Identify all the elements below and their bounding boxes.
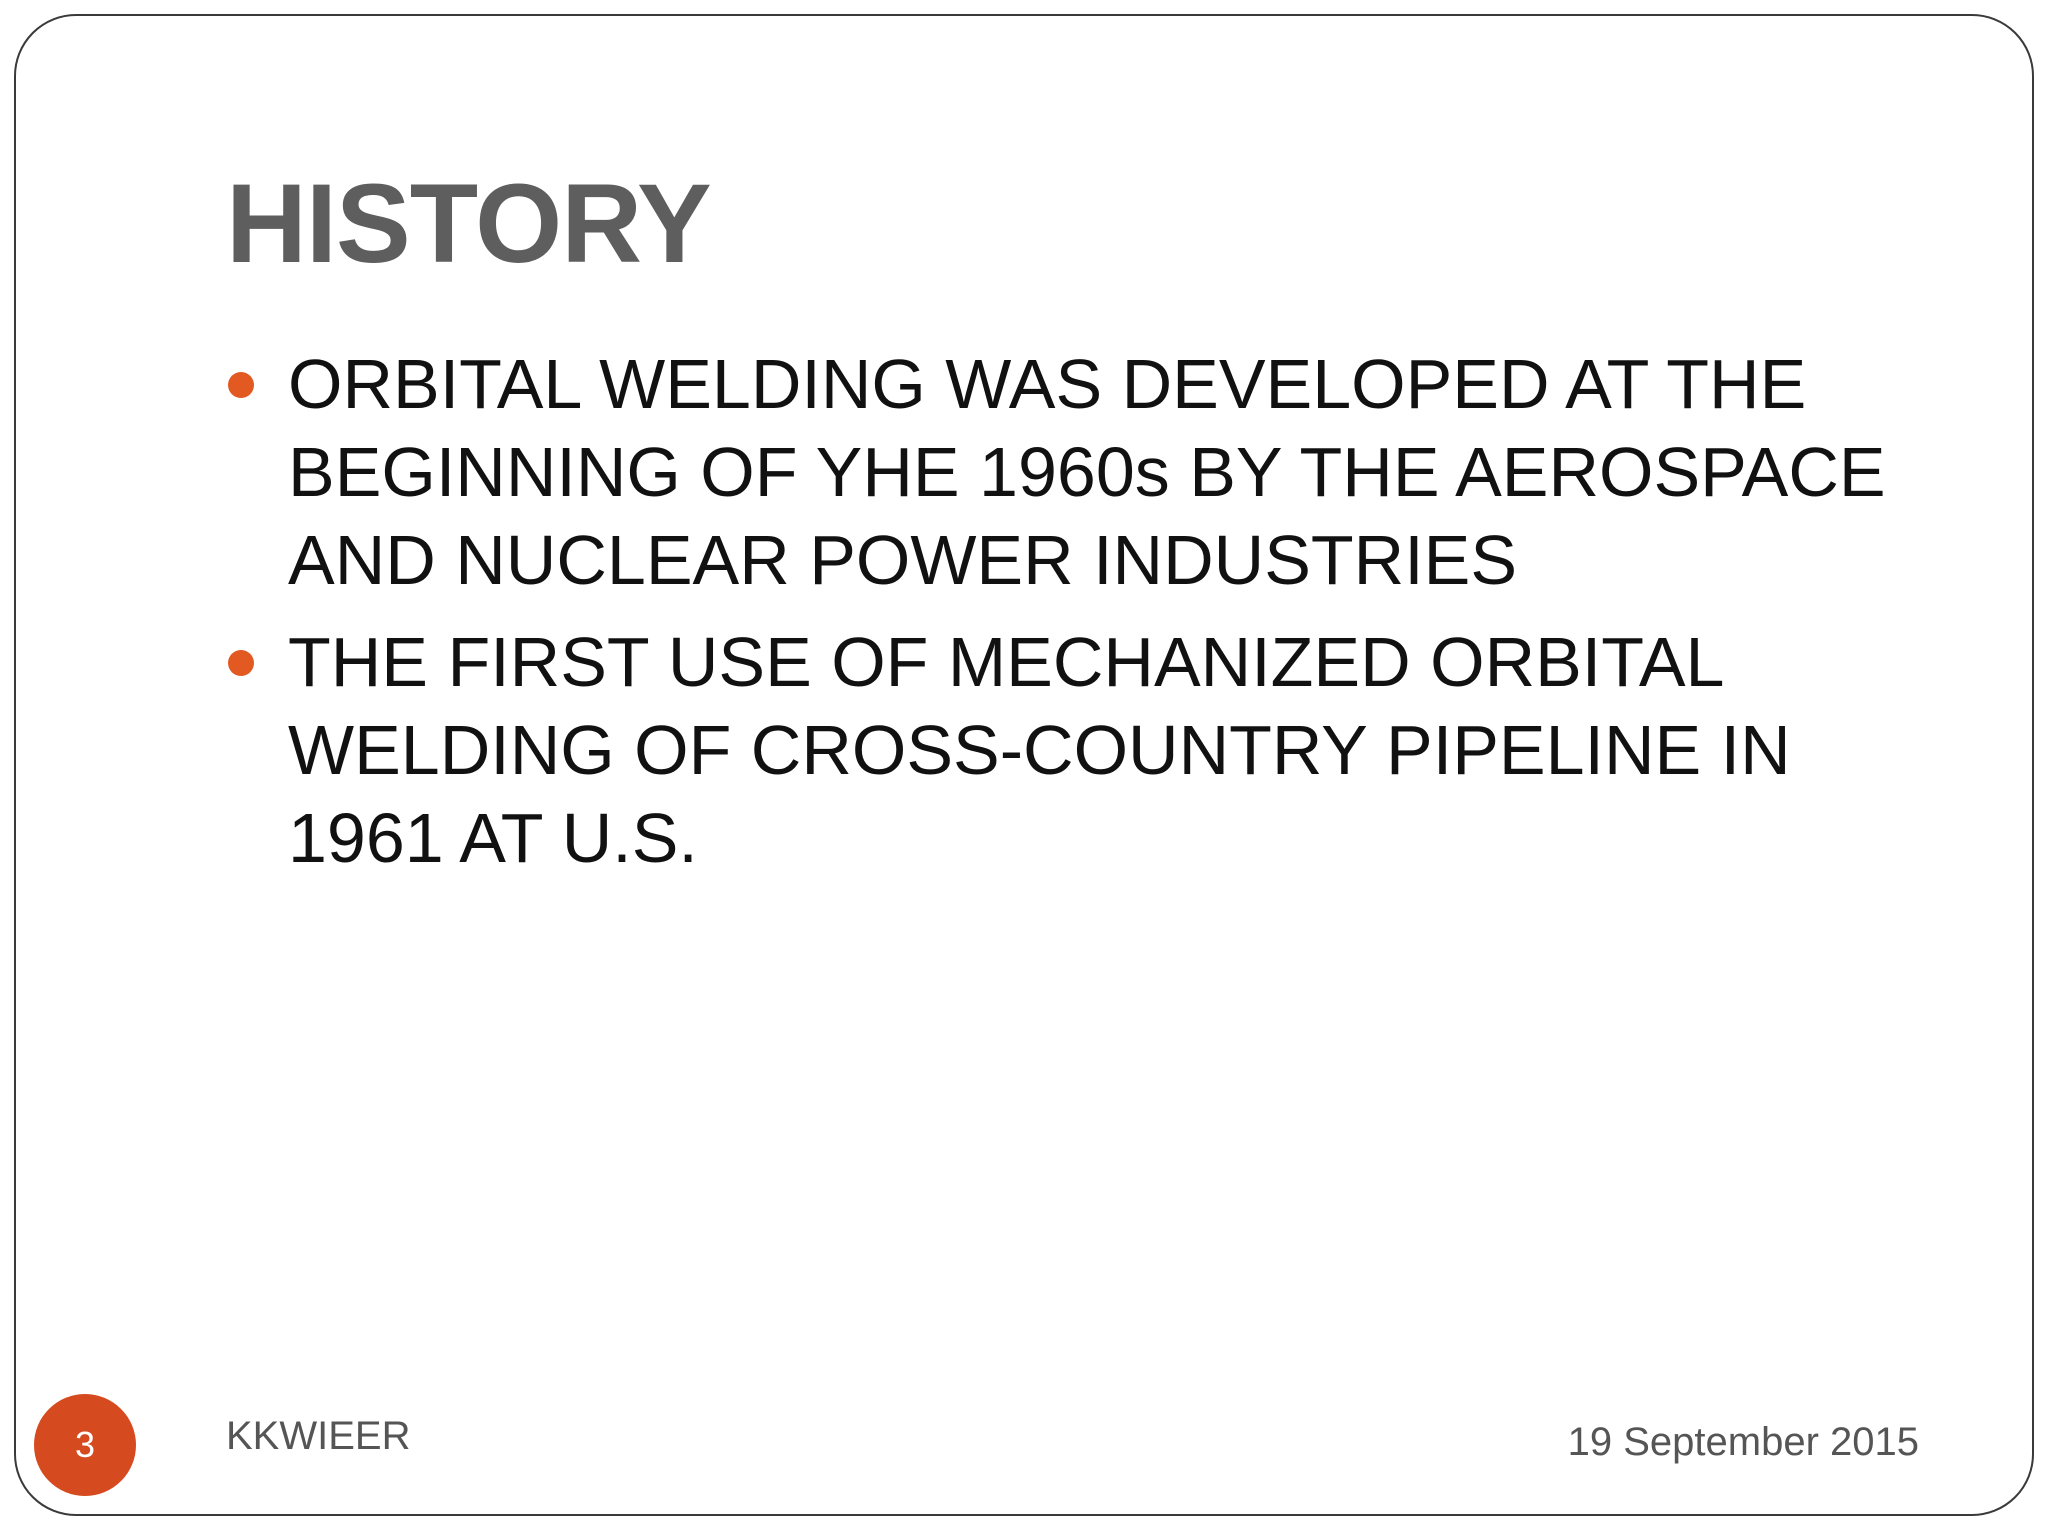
bullet-item: [226, 618, 1946, 882]
bullet-dot-icon: [228, 650, 254, 676]
page-number-badge: [34, 1394, 136, 1496]
page-number: 3: [74, 1424, 96, 1465]
bullet-text: THE FIRST USE OF MECHANIZED ORBITAL WELDING OF CROSS-COUNTRY PIPELINE IN 1961 AT U.S.: [288, 623, 1791, 877]
bullet-dot-icon: [228, 372, 254, 398]
slide-title: HISTORY: [226, 161, 711, 286]
bullet-text: ORBITAL WELDING WAS DEVELOPED AT THE BEGINNING OF YHE 1960s BY THE AEROSPACE AND NUCLEAR POWER INDUSTRIES: [288, 345, 1886, 599]
bullet-item: [226, 340, 1946, 604]
footer-date: 19 September 2015: [1567, 1420, 1919, 1464]
footer-org: KKWIEER: [226, 1414, 411, 1458]
bullet-list: [226, 340, 1946, 896]
